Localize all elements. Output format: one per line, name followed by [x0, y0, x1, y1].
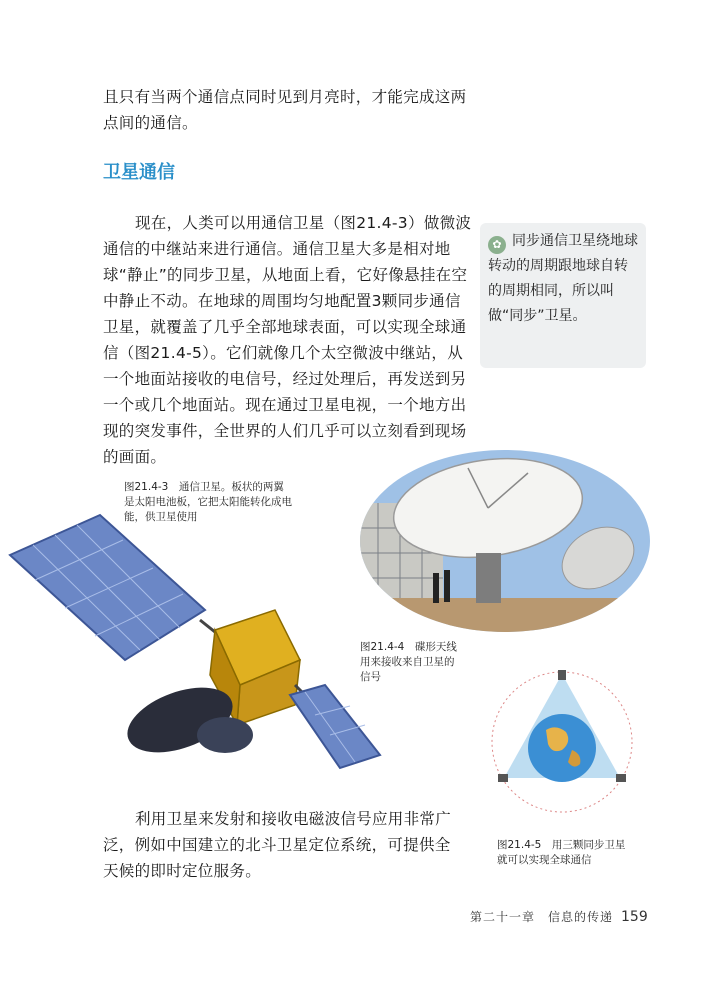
dish-antenna-photo	[358, 448, 652, 634]
page-number: 159	[621, 909, 648, 925]
solar-panel-left	[10, 515, 205, 660]
globe-caption: 图21.4-5 用三颗同步卫星就可以实现全球通信	[497, 839, 626, 866]
satellite-caption: 图21.4-3 通信卫星。板状的两翼是太阳电池板，它把太阳能转化成电能，供卫星使用	[124, 481, 292, 523]
paragraph-intro: 且只有当两个通信点同时见到月亮时，才能完成这两点间的通信。	[103, 88, 467, 132]
satellite-left	[498, 774, 508, 782]
chapter-title: 第二十一章 信息的传递	[470, 910, 614, 924]
solar-panel-right	[290, 685, 380, 768]
dish-caption: 图21.4-4 碟形天线用来接收来自卫星的信号	[360, 641, 457, 683]
global-coverage-diagram	[488, 668, 636, 816]
paragraph-satellite: 现在，人类可以用通信卫星（图21.4-3）做微波通信的中继站来进行通信。通信卫星大多是相对地球“静止”的同步卫星，从地面上看，它好像悬挂在空中静止不动。在地球的周围均匀地配置3颗同步通信卫星，就覆盖了几乎全部地球表面，可以实现全球通信（图21.4-5）。它们就像几个太空微波中继站，从一个地面站接收的电信号，经过处理后，再发送到另一个或几个地面站。现在通过卫星电视，一个地方出现的突发事件，全世界的人们几乎可以立刻看到现场的画面。	[103, 214, 472, 466]
satellite-right	[616, 774, 626, 782]
satellite-top	[558, 670, 566, 680]
page-footer	[470, 908, 648, 925]
paragraph-beidou: 利用卫星来发射和接收电磁波信号应用非常广泛，例如中国建立的北斗卫星定位系统，可提供全天候的即时定位服务。	[103, 810, 452, 880]
leaf-icon: ✿	[488, 236, 506, 254]
margin-note	[480, 223, 646, 368]
section-heading: 卫星通信	[103, 162, 175, 183]
margin-note-text: 同步通信卫星绕地球转动的周期跟地球自转的周期相同，所以叫做“同步”卫星。	[488, 233, 638, 324]
satellite-illustration	[5, 510, 385, 770]
